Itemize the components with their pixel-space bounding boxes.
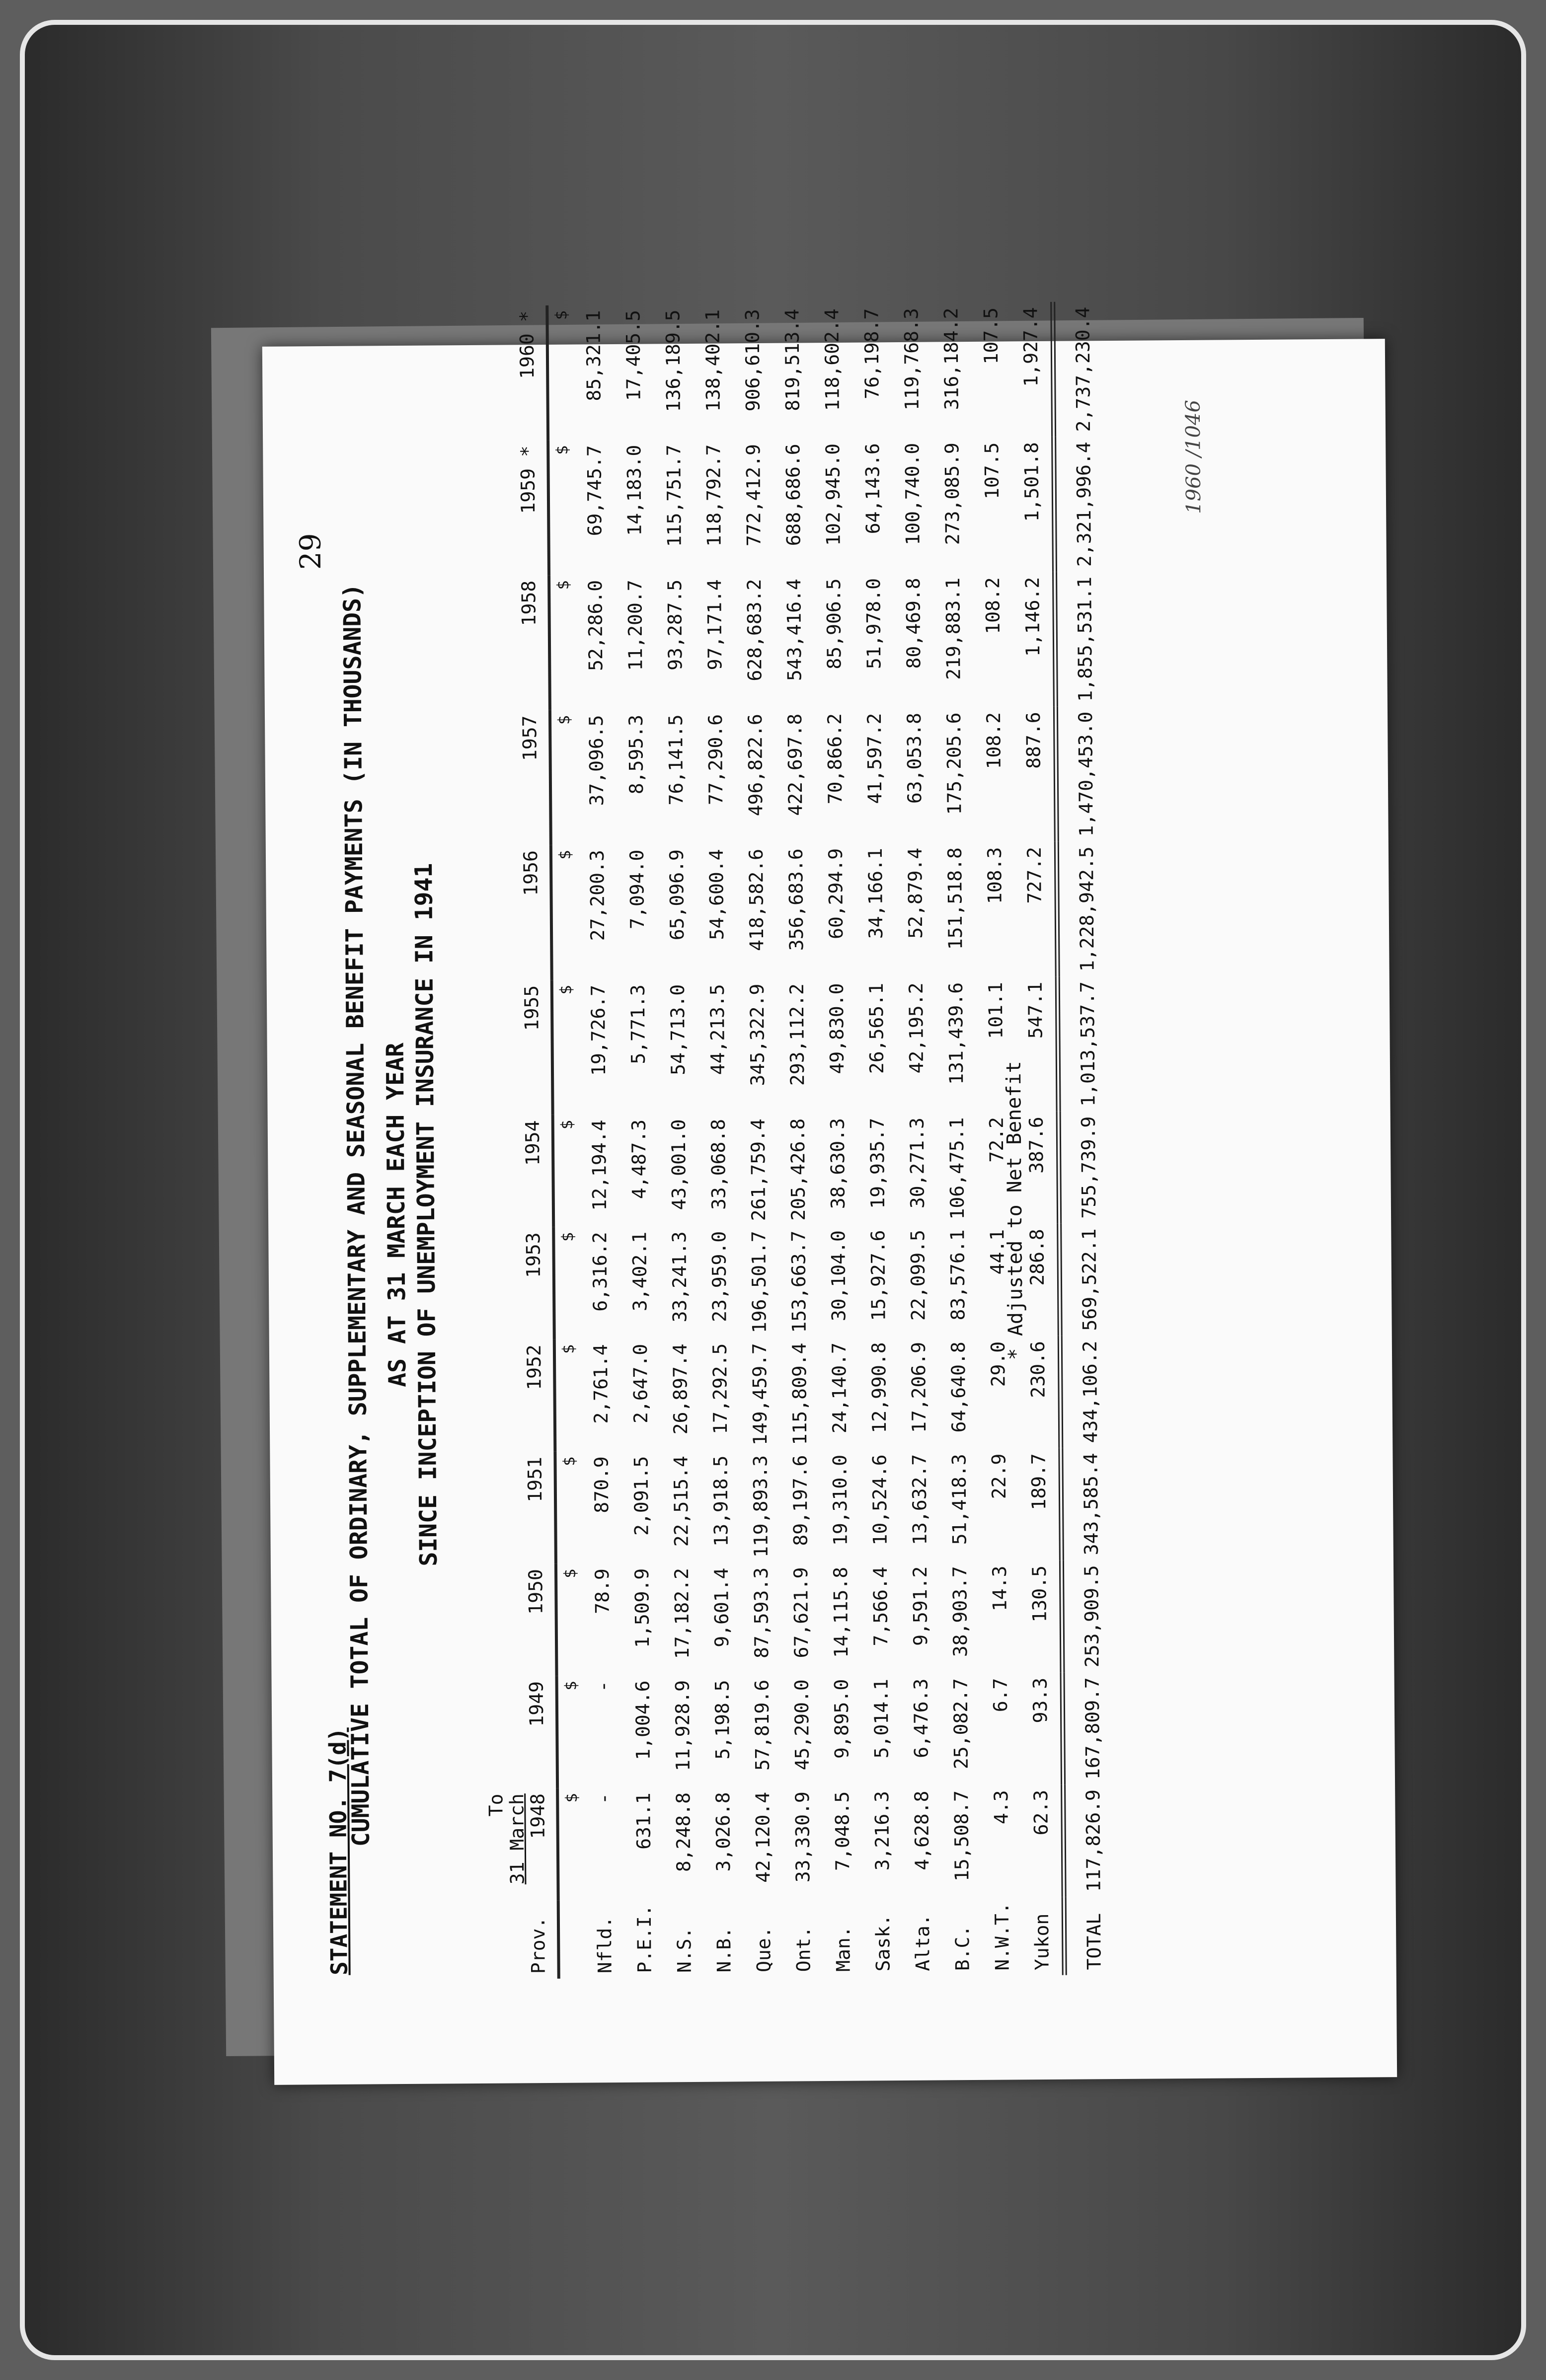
table-cell: 33,068.8 xyxy=(707,1118,730,1210)
table-cell: 887.6 xyxy=(1022,712,1045,769)
table-cell: 1,855,531.1 xyxy=(1074,576,1097,702)
table-cell: 5,771.3 xyxy=(627,984,650,1064)
dollar-sign: $ xyxy=(555,850,575,860)
table-cell: 15,927.6 xyxy=(867,1230,890,1321)
table-cell: 34,166.1 xyxy=(864,848,887,939)
table-cell: 7,566.4 xyxy=(869,1566,892,1646)
table-cell: - xyxy=(593,1792,615,1805)
table-cell: 106,475.1 xyxy=(946,1117,969,1220)
table-cell: 44.1 xyxy=(986,1229,1009,1275)
table-cell: 118,792.7 xyxy=(702,444,726,547)
table-cell: 65,096.9 xyxy=(666,849,689,941)
table-cell: 11,200.7 xyxy=(624,580,647,671)
year-header: 1954 xyxy=(522,1120,544,1166)
footnote: * Adjusted to Net Benefit xyxy=(1002,1061,1028,1360)
year-header: 1956 xyxy=(520,850,542,896)
dollar-sign: $ xyxy=(552,445,572,455)
province-label: TOTAL xyxy=(1083,1913,1106,1970)
table-cell: 38,630.3 xyxy=(827,1118,850,1209)
year-header: 1959 * xyxy=(517,446,540,514)
dollar-sign: $ xyxy=(560,1568,580,1579)
table-cell: 13,632.7 xyxy=(908,1454,931,1546)
table-cell: 24,140.7 xyxy=(828,1342,851,1434)
table-cell: 151,518.8 xyxy=(944,847,967,950)
table-cell: 78.9 xyxy=(591,1568,614,1614)
table-cell: 33,330.9 xyxy=(791,1791,814,1883)
table-cell: 1,509.9 xyxy=(631,1568,654,1648)
table-cell: 83,576.1 xyxy=(946,1229,969,1321)
table-cell: 107.5 xyxy=(981,442,1004,500)
table-cell: 196,501.7 xyxy=(748,1231,771,1334)
dollar-sign: $ xyxy=(559,1456,579,1467)
table-cell: 119,768.3 xyxy=(900,307,924,411)
rotated-content xyxy=(262,306,1397,2085)
table-cell: 136,189.5 xyxy=(662,309,685,412)
table-cell: 12,990.8 xyxy=(868,1342,891,1433)
table-cell: 57,819.6 xyxy=(751,1679,774,1771)
table-cell: 293,112.2 xyxy=(786,983,809,1086)
table-cell: 253,909.5 xyxy=(1081,1565,1103,1668)
table-cell: 12,194.4 xyxy=(588,1119,611,1211)
table-cell: 2,321,996.4 xyxy=(1073,442,1096,567)
table-cell: 131,439.6 xyxy=(945,982,968,1085)
table-cell: 2,737,230.4 xyxy=(1072,306,1095,432)
table-cell: 434,106.2 xyxy=(1079,1340,1102,1443)
table-cell: 117,826.9 xyxy=(1082,1789,1105,1892)
province-label: Sask. xyxy=(872,1914,895,1972)
year-header: 1955 xyxy=(521,985,543,1031)
table-cell: 2,761.4 xyxy=(590,1344,613,1424)
table-cell: 422,697.8 xyxy=(784,713,807,816)
table-cell: 569,522.1 xyxy=(1078,1228,1101,1331)
table-cell: 1,013,537.7 xyxy=(1077,981,1099,1107)
table-cell: 64,143.6 xyxy=(861,443,884,534)
table-cell: 51,418.3 xyxy=(948,1454,971,1545)
table-cell: 286.8 xyxy=(1026,1229,1049,1286)
table-cell: 43,001.0 xyxy=(668,1119,691,1210)
table-cell: 62.3 xyxy=(1030,1789,1053,1836)
table-cell: 22.9 xyxy=(988,1453,1010,1499)
table-cell: 33,241.3 xyxy=(668,1231,691,1323)
table-cell: 49,830.0 xyxy=(826,983,849,1074)
table-cell: 44,213.5 xyxy=(706,984,729,1075)
table-cell: 261,759.4 xyxy=(747,1118,770,1221)
table-cell: 51,978.0 xyxy=(862,578,885,669)
table-cell: 45,290.0 xyxy=(790,1679,814,1771)
table-cell: 130.5 xyxy=(1028,1565,1051,1623)
dollar-sign: $ xyxy=(562,1793,581,1803)
table-cell: 14,115.8 xyxy=(830,1566,852,1658)
table-cell: 54,600.4 xyxy=(705,849,728,940)
table-cell: 13,918.5 xyxy=(709,1455,733,1547)
table-cell: 138,402.1 xyxy=(701,309,725,412)
table-cell: 76,198.7 xyxy=(860,308,883,399)
table-cell: 14,183.0 xyxy=(623,445,646,536)
table-cell: 1,470,453.0 xyxy=(1075,711,1098,837)
year-header: 1957 xyxy=(519,715,541,761)
first-col-header: To 31 March 1948 xyxy=(485,1793,549,1885)
province-label: N.S. xyxy=(673,1927,696,1973)
table-cell: 175,205.6 xyxy=(943,712,966,815)
table-cell: 108.2 xyxy=(983,712,1005,769)
table-cell: 205,426.8 xyxy=(787,1118,810,1221)
table-cell: 7,048.5 xyxy=(831,1791,854,1871)
table-cell: 6,476.3 xyxy=(910,1678,933,1758)
table-cell: 76,141.5 xyxy=(665,714,688,806)
table-cell: 4,487.3 xyxy=(628,1119,651,1199)
table-cell: 11,928.9 xyxy=(671,1680,695,1772)
table-cell: 772,412.9 xyxy=(742,444,766,547)
table-cell: 387.6 xyxy=(1025,1116,1048,1174)
dollar-sign: $ xyxy=(551,310,571,320)
title-line-1: CUMULATIVE TOTAL OF ORDINARY, SUPPLEMENTARY AND SEASONAL BENEFIT PAYMENTS (IN THOUSANDS) xyxy=(338,583,375,1847)
table-cell: 1,927.4 xyxy=(1019,307,1042,387)
table-cell: 93,287.5 xyxy=(664,579,687,671)
table-cell: 87,593.3 xyxy=(750,1567,773,1659)
table-cell: 7,094.0 xyxy=(626,849,649,930)
table-cell: 14.3 xyxy=(989,1565,1011,1612)
table-cell: 688,686.6 xyxy=(782,444,805,546)
table-cell: 5,014.1 xyxy=(870,1679,893,1759)
table-cell: 108.2 xyxy=(982,577,1005,634)
table-cell: 118,602.4 xyxy=(821,308,844,411)
table-cell: 107.5 xyxy=(980,307,1003,365)
table-cell: 17,292.5 xyxy=(709,1343,732,1434)
table-cell: 273,085.9 xyxy=(941,443,964,545)
table-cell: 115,809.4 xyxy=(788,1342,811,1445)
table-cell: 819,513.4 xyxy=(781,308,804,411)
province-label: N.W.T. xyxy=(991,1902,1014,1971)
table-cell: 631.1 xyxy=(632,1792,655,1850)
table-cell: 41,597.2 xyxy=(863,713,886,804)
table-cell: 316,184.2 xyxy=(940,307,963,410)
table-cell: 343,585.4 xyxy=(1080,1453,1103,1556)
table-cell: 9,601.4 xyxy=(710,1567,733,1647)
table-cell: 77,290.6 xyxy=(704,714,727,806)
table-cell: 108.3 xyxy=(984,847,1006,904)
table-cell: 37,096.5 xyxy=(585,715,608,806)
table-cell: 26,897.4 xyxy=(669,1343,692,1435)
table-cell: 19,310.0 xyxy=(829,1454,852,1546)
table-cell: 870.9 xyxy=(590,1456,613,1513)
table-cell: 22,515.4 xyxy=(670,1456,693,1547)
table-cell: 30,271.3 xyxy=(906,1117,929,1209)
year-header: 1952 xyxy=(523,1344,545,1391)
province-label: Ont. xyxy=(792,1926,815,1972)
table-cell: 1,004.6 xyxy=(631,1680,655,1760)
dollar-sign: $ xyxy=(553,580,573,590)
table-cell: 27,200.3 xyxy=(586,850,609,941)
dollar-sign: $ xyxy=(559,1344,578,1354)
table-cell: 22,099.5 xyxy=(907,1229,929,1321)
table-cell: 85,906.5 xyxy=(823,578,846,669)
table-cell: 543,416.4 xyxy=(783,579,806,681)
document-page xyxy=(262,306,1397,2085)
table-cell: 628,683.2 xyxy=(743,579,766,681)
table-cell: 19,726.7 xyxy=(587,984,610,1076)
province-label: B.C. xyxy=(951,1925,974,1971)
table-cell: 5,198.5 xyxy=(711,1680,734,1760)
table-cell: 547.1 xyxy=(1024,981,1047,1039)
table-cell: 755,739.9 xyxy=(1078,1116,1100,1219)
table-cell: 52,879.4 xyxy=(904,847,927,939)
table-cell: 8,595.3 xyxy=(625,714,648,795)
dollar-sign: $ xyxy=(561,1681,581,1691)
table-cell: 906,610.3 xyxy=(741,309,765,412)
dollar-sign: $ xyxy=(558,1232,577,1242)
year-header: 1953 xyxy=(522,1232,545,1278)
table-cell: 115,751.7 xyxy=(663,445,686,547)
table-cell: 100,740.0 xyxy=(901,443,925,545)
table-cell: 93.3 xyxy=(1029,1677,1052,1723)
table-cell: 67,621.9 xyxy=(790,1567,813,1658)
table-cell: 17,206.9 xyxy=(908,1341,930,1433)
table-cell: 63,053.8 xyxy=(903,712,926,804)
table-cell: 345,322.9 xyxy=(746,983,769,1086)
table-header-row xyxy=(475,305,559,1979)
table-cell: 64,640.8 xyxy=(947,1341,970,1433)
title-line-3: SINCE INCEPTION OF UNEMPLOYMENT INSURANCE IN 1941 xyxy=(410,863,443,1566)
table-cell: 102,945.0 xyxy=(822,443,845,546)
table-cell: 230.6 xyxy=(1027,1341,1050,1398)
table-cell: 9,895.0 xyxy=(830,1679,853,1759)
dollar-sign: $ xyxy=(556,985,576,995)
province-label: Yukon xyxy=(1031,1913,1054,1971)
table-cell: 2,091.5 xyxy=(630,1456,653,1536)
table-cell: 6,316.2 xyxy=(589,1232,612,1312)
table-cell: 356,683.6 xyxy=(785,848,808,951)
province-label: Nfld. xyxy=(594,1916,617,1974)
table-cell: 149,459.7 xyxy=(749,1343,772,1446)
table-cell: 8,248.8 xyxy=(672,1792,695,1872)
table-cell: 89,197.6 xyxy=(789,1455,812,1546)
table-cell: 19,935.7 xyxy=(866,1117,889,1209)
table-cell: 153,663.7 xyxy=(787,1230,811,1333)
table-cell: 42,195.2 xyxy=(905,982,928,1074)
table-cell: 54,713.0 xyxy=(667,984,690,1076)
table-cell: 101.1 xyxy=(985,982,1007,1039)
title-line-2: AS AT 31 MARCH EACH YEAR xyxy=(381,1042,412,1388)
province-label: N.B. xyxy=(713,1927,736,1973)
table-cell: 3,216.3 xyxy=(871,1790,894,1871)
total-row xyxy=(1053,301,1122,1975)
table-cell: 4,628.8 xyxy=(911,1790,933,1870)
table-cell: 69,745.7 xyxy=(583,445,606,536)
table-cell: 119,893.3 xyxy=(749,1455,773,1558)
prov-header: Prov. xyxy=(527,1917,550,1974)
table-cell: 189.7 xyxy=(1027,1453,1050,1510)
table-cell: 72.2 xyxy=(986,1116,1008,1163)
page-number: 29 xyxy=(293,533,327,570)
table-cell: 418,582.6 xyxy=(745,848,768,952)
table-cell: 38,903.7 xyxy=(949,1566,972,1657)
table-cell: 496,822.6 xyxy=(744,714,767,817)
table-cell: 6.7 xyxy=(989,1678,1012,1712)
table-cell: 60,294.9 xyxy=(825,848,848,940)
table-cell: 167,809.7 xyxy=(1081,1677,1104,1780)
table-cell: 3,026.8 xyxy=(712,1792,735,1872)
year-header: 1950 xyxy=(525,1568,547,1615)
table-cell: 97,171.4 xyxy=(703,579,726,670)
table-cell: 727.2 xyxy=(1023,846,1046,904)
year-header: 1949 xyxy=(525,1681,548,1727)
table-cell: 85,321.1 xyxy=(582,310,605,401)
table-cell: 42,120.4 xyxy=(752,1791,774,1883)
table-cell: 80,469.8 xyxy=(902,578,925,669)
table-cell: 2,647.0 xyxy=(629,1343,652,1424)
table-cell: 17,405.5 xyxy=(622,309,645,401)
statement-number: STATEMENT NO. 7(d) xyxy=(324,1727,353,1976)
table-cell: 219,883.1 xyxy=(942,577,965,680)
table-cell: 10,524.6 xyxy=(868,1454,892,1546)
table-cell: 70,866.2 xyxy=(824,713,847,805)
year-header: 1951 xyxy=(524,1457,546,1502)
year-header: 1958 xyxy=(518,580,541,626)
table-cell: 52,286.0 xyxy=(584,580,607,671)
table-cell: 4.3 xyxy=(990,1790,1013,1825)
table-cell: 23,959.0 xyxy=(708,1231,731,1323)
table-cell: 17,182.2 xyxy=(671,1567,694,1659)
table-cell: 29.0 xyxy=(987,1341,1009,1387)
province-label: P.E.I. xyxy=(633,1905,656,1973)
table-cell: - xyxy=(592,1680,615,1693)
table-cell: 3,402.1 xyxy=(628,1231,651,1312)
dollar-sign: $ xyxy=(557,1119,577,1130)
year-header: 1960 * xyxy=(516,310,539,379)
table-cell: 15,508.7 xyxy=(950,1790,973,1882)
table-cell: 1,228,942.5 xyxy=(1076,846,1099,972)
province-label: Alta. xyxy=(912,1914,934,1971)
handwritten-note: 1960 /1046 xyxy=(1181,399,1206,515)
table-cell: 25,082.7 xyxy=(949,1678,973,1770)
table-cell: 9,591.2 xyxy=(909,1566,932,1646)
dollar-sign: $ xyxy=(554,715,574,725)
table-cell: 30,104.0 xyxy=(827,1230,850,1322)
province-label: Man. xyxy=(832,1926,855,1972)
table-cell: 26,565.1 xyxy=(865,982,888,1074)
table-cell: 1,501.8 xyxy=(1020,442,1043,522)
province-label: Que. xyxy=(753,1927,775,1973)
table-cell: 1,146.2 xyxy=(1021,577,1044,657)
